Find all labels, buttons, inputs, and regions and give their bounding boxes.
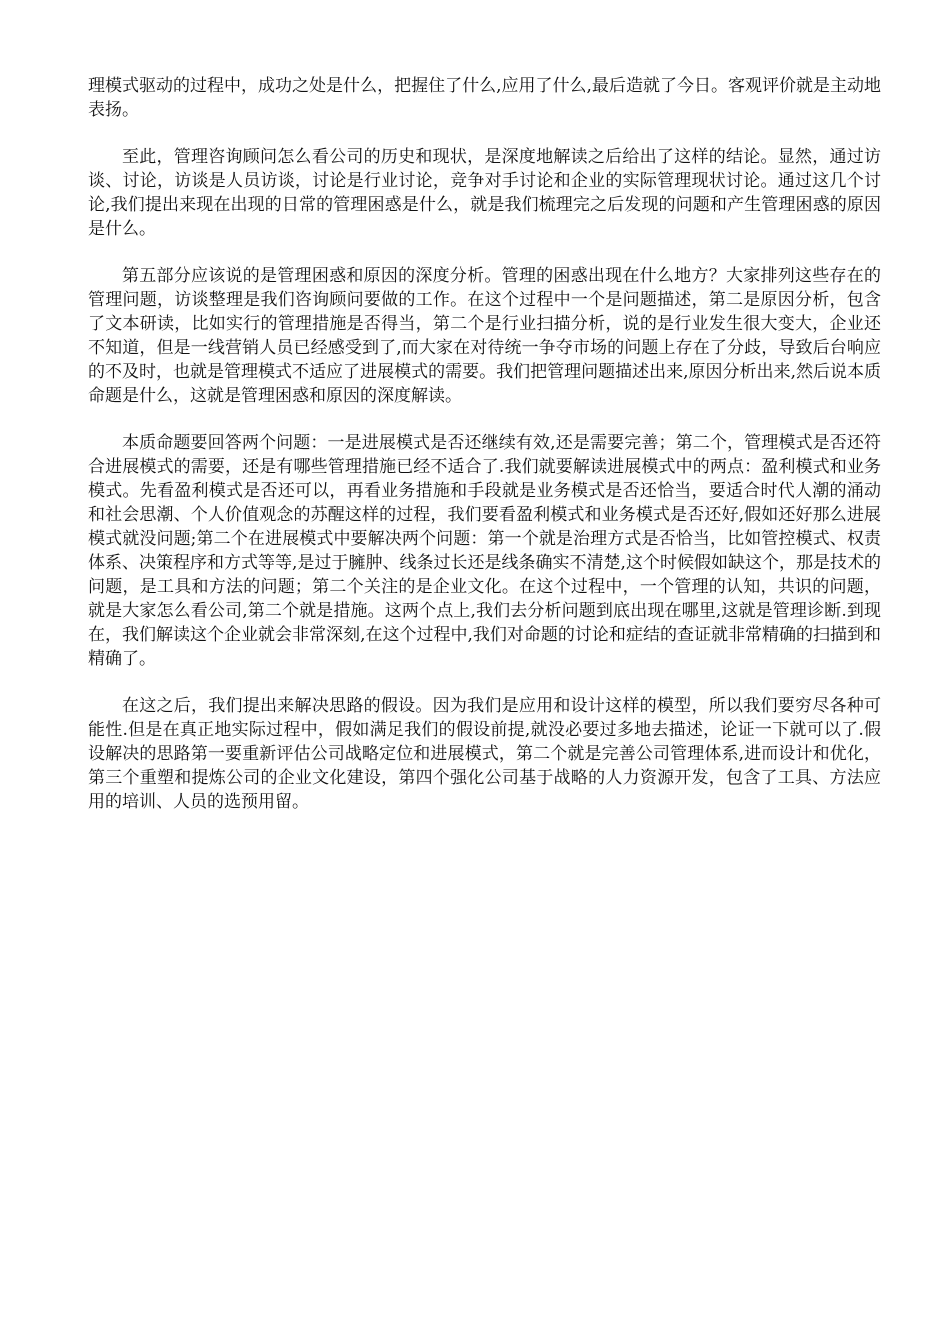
paragraph-solution-hypothesis: 在这之后，我们提出来解决思路的假设。因为我们是应用和设计这样的模型，所以我们要穷尽各种可能性.但是在真正地实际过程中，假如满足我们的假设前提,就没必要过多地去描述，论证一下就可以了.假设解决的思路第一要重新评估公司战略定位和进展模式，第二个就是完善公司管理体系,进而设计和优化，第三个重塑和提炼公司的企业文化建设，第四个强化公司基于战略的人力资源开发，包含了工具、方法应用的培训、人员的选预用留。 bbox=[88, 696, 881, 812]
paragraph-part-five-analysis: 第五部分应该说的是管理困惑和原因的深度分析。管理的困惑出现在什么地方？大家排列这些存在的管理问题，访谈整理是我们咨询顾问要做的工作。在这个过程中一个是问题描述，第二是原因分析，包含了文本研读，比如实行的管理措施是否得当，第二个是行业扫描分析，说的是行业发生很大变大，企业还不知道，但是一线营销人员已经感受到了,而大家在对待统一争夺市场的问题上存在了分歧，导致后台响应的不及时，也就是管理模式不适应了进展模式的需要。我们把管理问题描述出来,原因分析出来,然后说本质命题是什么，这就是管理困惑和原因的深度解读。 bbox=[88, 266, 881, 406]
paragraph-consultant-conclusion: 至此，管理咨询顾问怎么看公司的历史和现状，是深度地解读之后给出了这样的结论。显然，通过访谈、讨论，访谈是人员访谈，讨论是行业讨论，竞争对手讨论和企业的实际管理现状讨论。通过这几个讨论,我们提出来现在出现的日常的管理困惑是什么，就是我们梳理完之后发现的问题和产生管理困惑的原因是什么。 bbox=[88, 147, 881, 239]
paragraph-continuation: 理模式驱动的过程中，成功之处是什么，把握住了什么,应用了什么,最后造就了今日。客观评价就是主动地表扬。 bbox=[88, 76, 881, 120]
document-page bbox=[88, 74, 881, 837]
paragraph-essential-proposition: 本质命题要回答两个问题：一是进展模式是否还继续有效,还是需要完善；第二个，管理模式是否还符合进展模式的需要，还是有哪些管理措施已经不适合了.我们就要解读进展模式中的两点：盈利模式和业务模式。先看盈利模式是否还可以，再看业务措施和手段就是业务模式是否还恰当，要适合时代人潮的涌动和社会思潮、个人价值观念的苏醒这样的过程，我们要看盈利模式和业务模式是否还好,假如还好那么进展模式就没问题;第二个在进展模式中要解决两个问题：第一个就是治理方式是否恰当，比如管控模式、权责体系、决策程序和方式等等,是过于臃肿、线条过长还是线条确实不清楚,这个时候假如缺这个，那是技术的问题，是工具和方法的问题；第二个关注的是企业文化。在这个过程中，一个管理的认知，共识的问题，就是大家怎么看公司,第二个就是措施。这两个点上,我们去分析问题到底出现在哪里,这就是管理诊断.到现在，我们解读这个企业就会非常深刻,在这个过程中,我们对命题的讨论和症结的查证就非常精确的扫描到和精确了。 bbox=[88, 433, 881, 669]
